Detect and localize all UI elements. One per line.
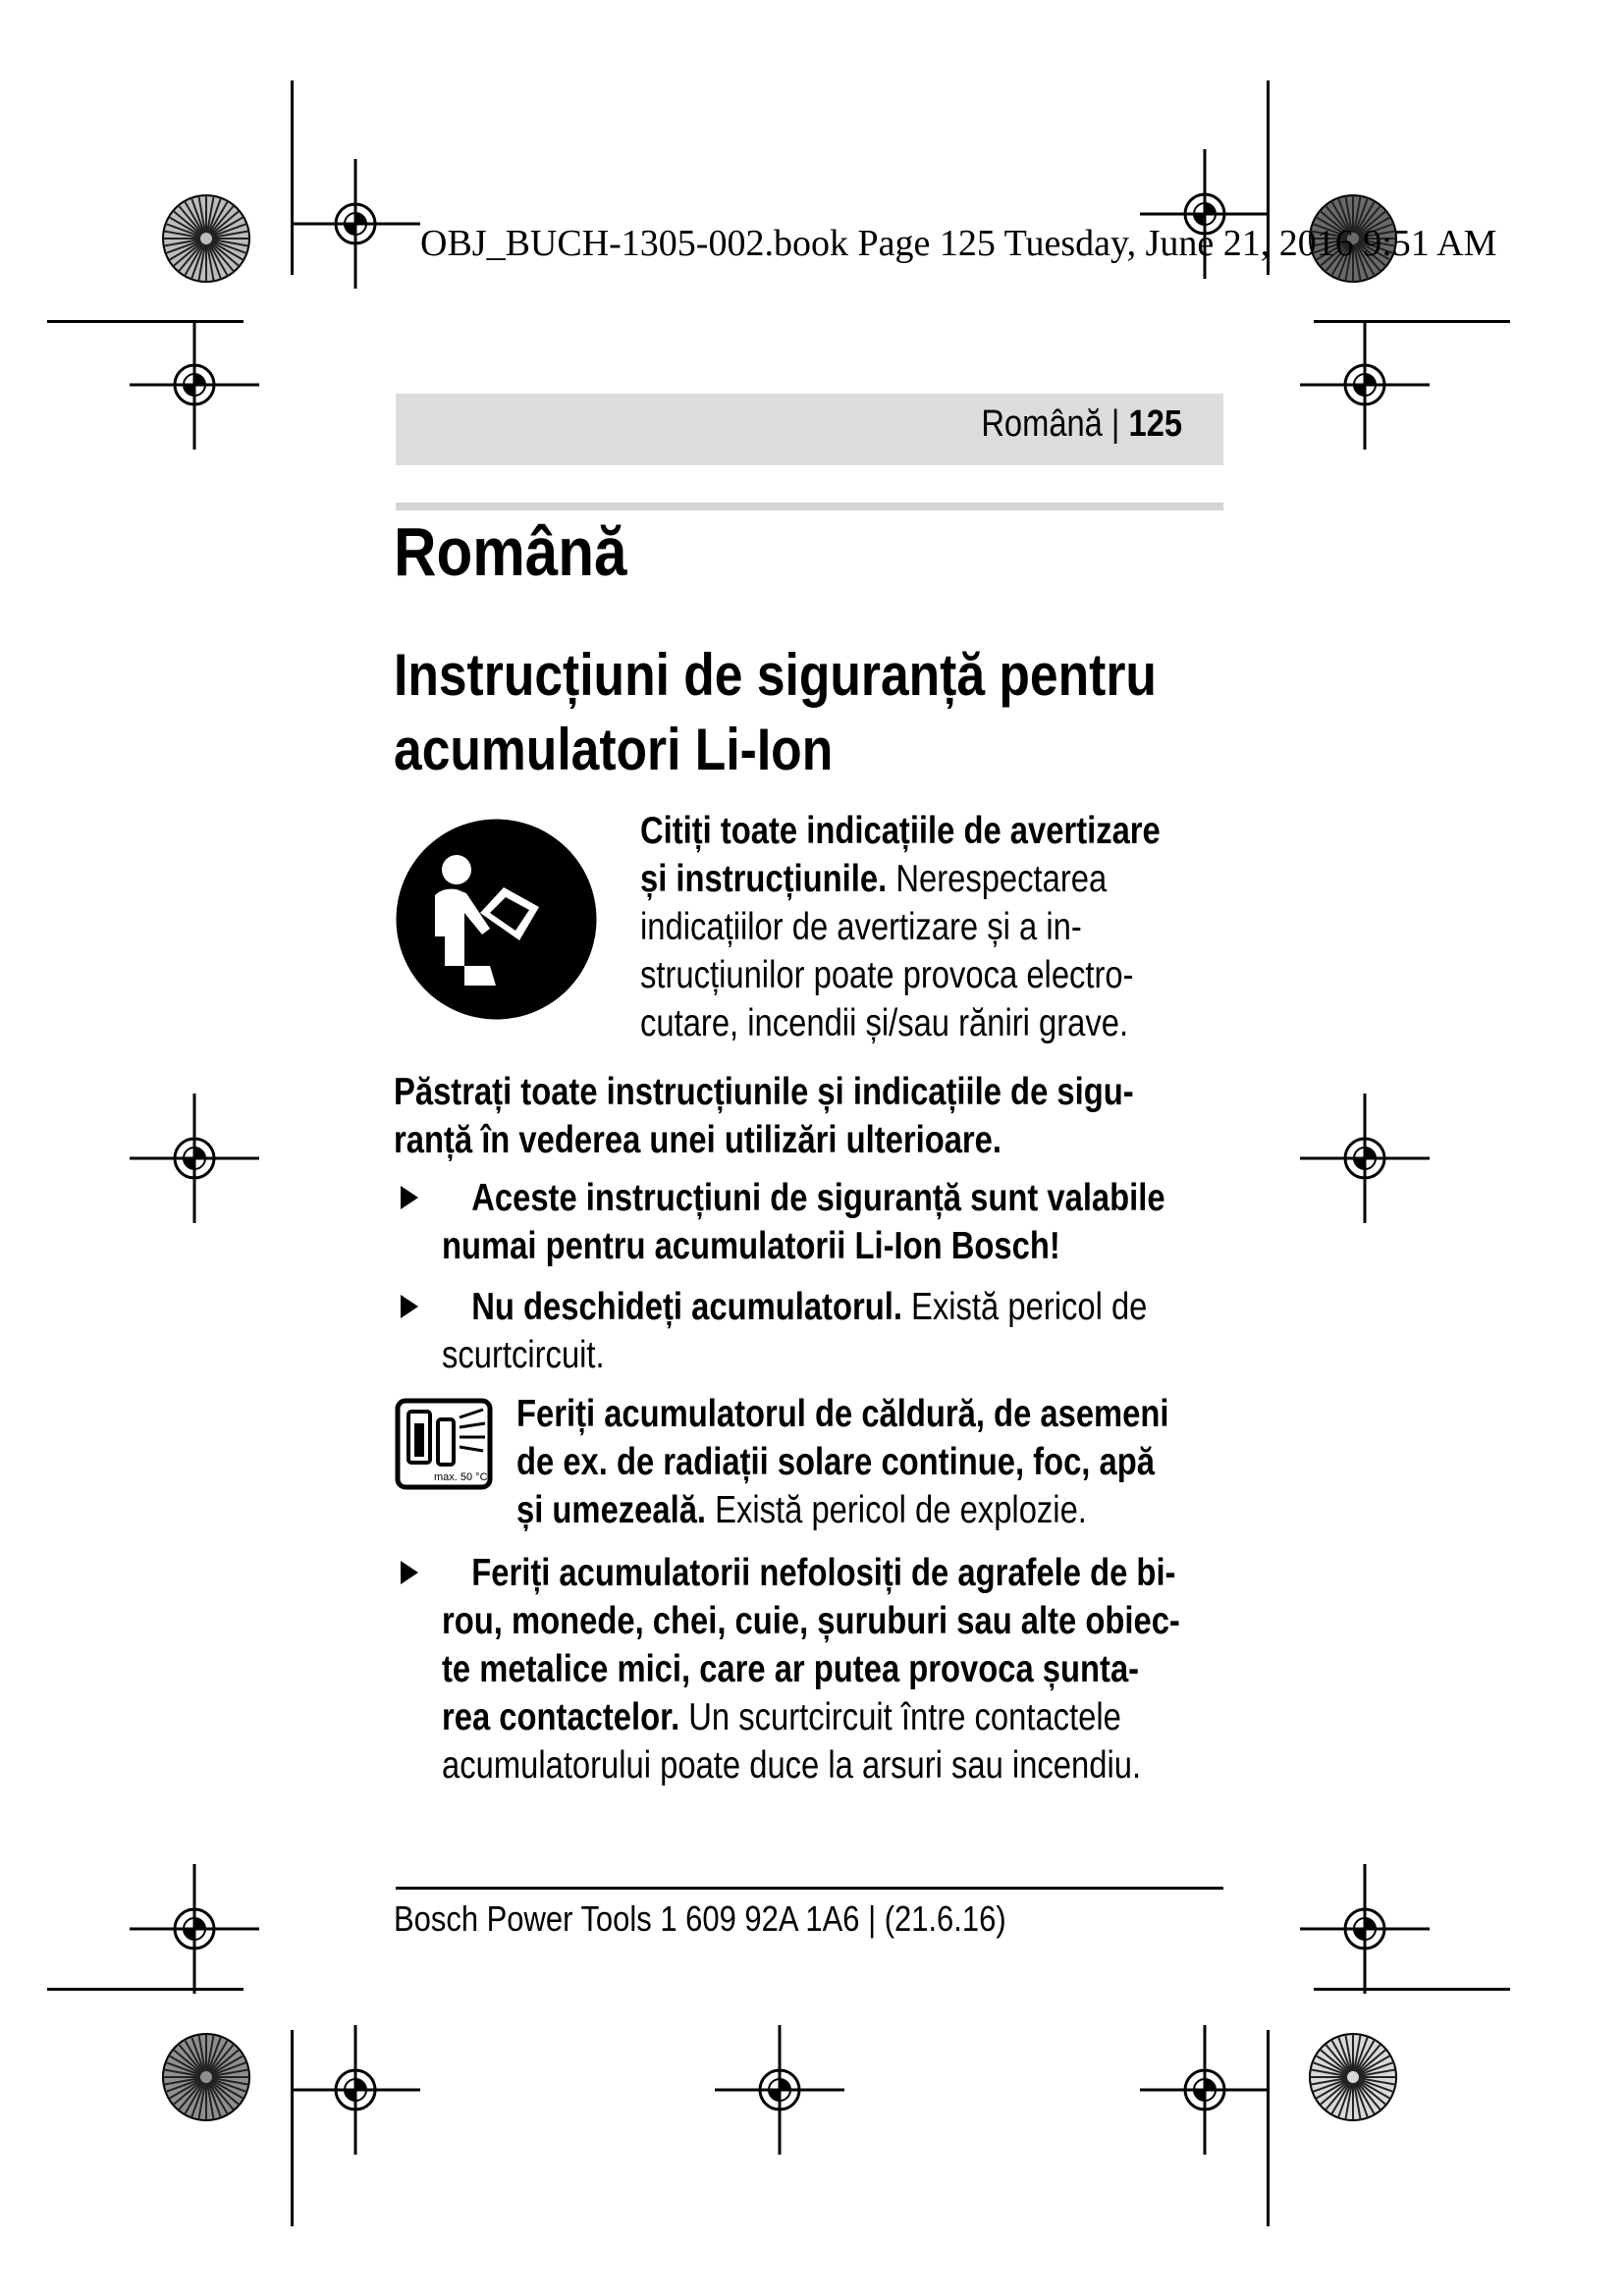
running-head [396,394,1223,465]
bullet-text: scurtcircuit. [442,1334,605,1376]
bullet-text: Feriți acumulatorii nefolosiți de agrafele de bi- [471,1552,1176,1594]
page-footer: Bosch Power Tools 1 609 92A 1A6 | (21.6.16) [394,1898,1006,1939]
bullet-text: te metalice mici, care ar putea provoca șunta- [442,1648,1140,1690]
registration-mark [1300,1864,1430,1994]
bullet-text: Un scurtcircuit între contactele [679,1696,1121,1738]
registration-mark [130,1864,259,1994]
footer-divider [396,1887,1223,1890]
heat-text: Feriți acumulatorul de căldură, de asemeni [516,1393,1169,1435]
heat-text: Există pericol de explozie. [706,1489,1087,1531]
registration-mark [291,2025,420,2155]
bullet-arrow-icon [401,1295,418,1318]
registration-mark [1300,1094,1430,1223]
warning-text: strucțiunilor poate provoca electro- [640,954,1134,996]
warning-paragraph [640,807,1260,1047]
warning-text: cutare, incendii și/sau răniri grave. [640,1002,1129,1044]
print-slug: OBJ_BUCH-1305-002.book Page 125 Tuesday, June 21, 2016 9:51 AM [420,223,1497,264]
registration-mark [1300,320,1430,450]
page-title: Română [394,513,627,590]
bullet-text: numai pentru acumulatorii Li-Ion Bosch! [442,1225,1060,1267]
bullet-item [442,1549,1321,1789]
read-manual-icon [396,819,597,1020]
heat-warning-icon [395,1398,493,1490]
heat-text: de ex. de radiații solare continue, foc, apă [516,1441,1155,1483]
heat-warning-paragraph [516,1390,1293,1534]
keep-line: Păstrați toate instrucțiunile și indicațiile de sigu- [394,1071,1134,1113]
bullet-item [442,1283,1281,1379]
color-disc-mark [163,195,249,282]
bullet-text: rou, monede, chei, cuie, șuruburi sau alte obiec- [442,1600,1180,1642]
warning-bold: Citiți toate indicațiile de avertizare [640,810,1161,852]
divider [396,503,1223,510]
keep-instructions-paragraph [394,1068,1274,1164]
warning-text: indicațiilor de avertizare și a in- [640,906,1082,948]
registration-mark [715,2025,844,2155]
registration-mark [130,1094,259,1223]
registration-mark [1140,2025,1270,2155]
bullet-arrow-icon [401,1561,418,1584]
running-head-separator: | [1102,403,1129,445]
bullet-text: Există pericol de [901,1286,1148,1328]
warning-text: Nerespectarea [887,858,1108,900]
running-head-language: Română [981,403,1103,445]
bullet-item [442,1174,1303,1270]
section-heading-line: acumulatori Li-Ion [394,717,834,782]
bullet-text: Nu deschideți acumulatorul. [471,1286,902,1328]
color-disc-mark [1310,2034,1396,2120]
section-heading-line: Instrucțiuni de siguranță pentru [394,642,1157,708]
bullet-text: rea contactelor. [442,1696,680,1738]
bullet-text: Aceste instrucțiuni de siguranță sunt valabile [471,1177,1165,1219]
keep-line: ranță în vederea unei utilizări ulterioare. [394,1119,1002,1161]
warning-bold: și instrucțiunile. [640,858,888,900]
heat-text: și umezeală. [516,1489,707,1531]
registration-mark [291,159,420,289]
bullet-text: acumulatorului poate duce la arsuri sau incendiu. [442,1744,1142,1787]
heat-limit-label: max. 50 °C [434,1471,488,1483]
registration-mark [130,320,259,450]
bullet-arrow-icon [401,1186,418,1209]
page-number: 125 [1128,403,1182,445]
section-heading [394,638,1157,787]
color-disc-mark [163,2034,249,2120]
